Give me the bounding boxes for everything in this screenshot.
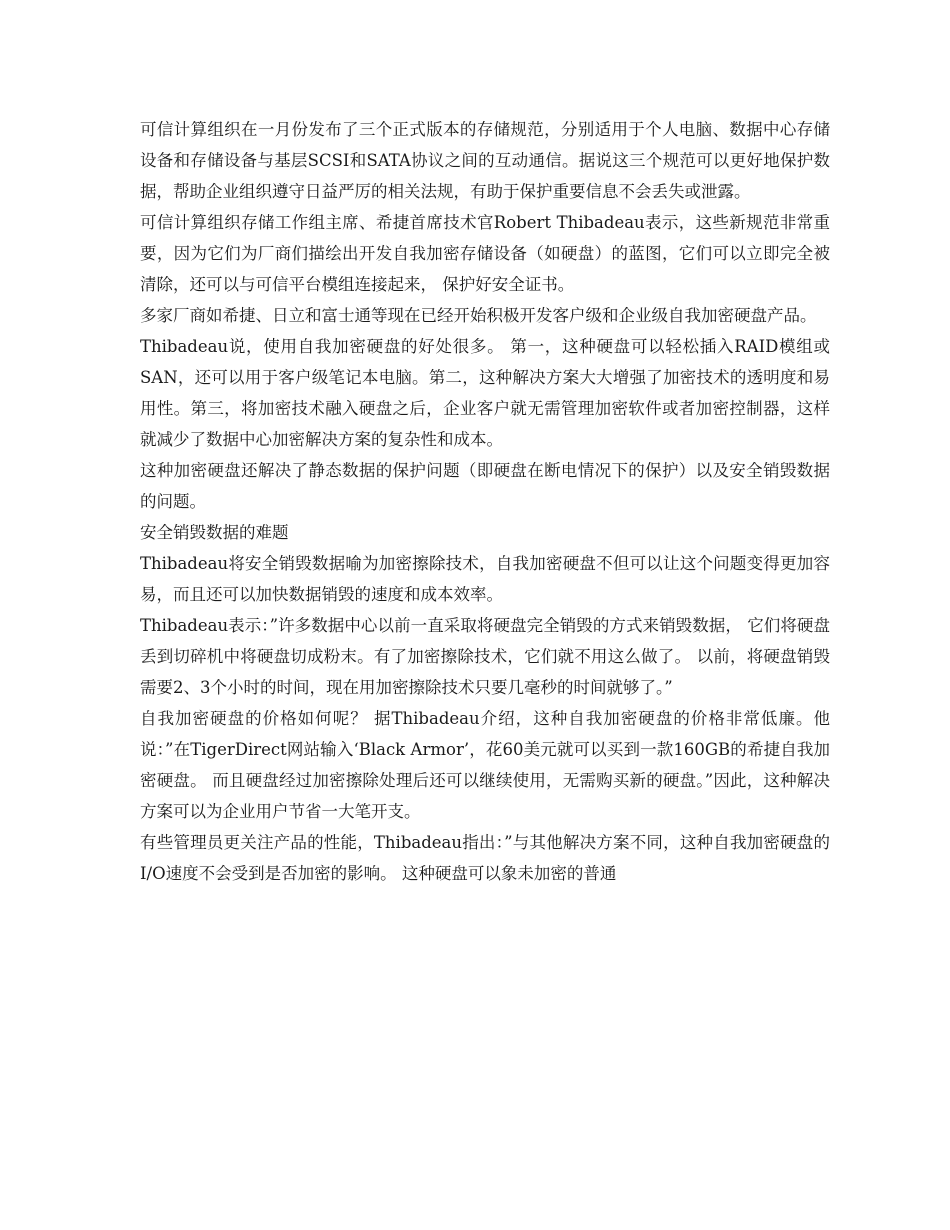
paragraph-data-destruction-quote: Thibadeau表示：”许多数据中心以前一直采取将硬盘完全销毁的方式来销毁数据， 它们将硬盘丢到切碎机中将硬盘切成粉末。有了加密擦除技术，它们就不用这么做了。 以前，将硬盘销毁需要2、3个小时的时间，现在用加密擦除技术只要几毫秒的时间就够了。” <box>140 616 830 697</box>
document-body <box>140 114 830 889</box>
paragraph-price: 自我加密硬盘的价格如何呢？ 据Thibadeau介绍，这种自我加密硬盘的价格非常低廉。他说：”在TigerDirect网站输入‘Black Armor’，花60美元就可以买到一款160GB的希捷自我加密硬盘。 而且硬盘经过加密擦除处理后还可以继续使用，无需购买新的硬盘。”因此，这种解决方案可以为企业用户节省一大笔开支。 <box>140 709 830 821</box>
paragraph-crypto-erase: Thibadeau将安全销毁数据喻为加密擦除技术，自我加密硬盘不但可以让这个问题变得更加容易，而且还可以加快数据销毁的速度和成本效率。 <box>140 554 830 604</box>
paragraph-thibadeau-statement: 可信计算组织存储工作组主席、希捷首席技术官Robert Thibadeau表示，这些新规范非常重要，因为它们为厂商们描绘出开发自我加密存储设备（如硬盘）的蓝图，它们可以立即完全被清除，还可以与可信平台模组连接起来， 保护好安全证书。 <box>140 213 830 294</box>
paragraph-benefits: Thibadeau说，使用自我加密硬盘的好处很多。 第一，这种硬盘可以轻松插入RAID模组或SAN，还可以用于客户级笔记本电脑。第二，这种解决方案大大增强了加密技术的透明度和易用性。第三，将加密技术融入硬盘之后，企业客户就无需管理加密软件或者加密控制器，这样就减少了数据中心加密解决方案的复杂性和成本。 <box>140 337 830 449</box>
paragraph-storage-specs: 可信计算组织在一月份发布了三个正式版本的存储规范，分别适用于个人电脑、数据中心存储设备和存储设备与基层SCSI和SATA协议之间的互动通信。据说这三个规范可以更好地保护数据，帮助企业组织遵守日益严厉的相关法规，有助于保护重要信息不会丢失或泄露。 <box>140 120 830 201</box>
paragraph-performance: 有些管理员更关注产品的性能，Thibadeau指出：”与其他解决方案不同，这种自我加密硬盘的I/O速度不会受到是否加密的影响。 这种硬盘可以象未加密的普通 <box>140 833 830 883</box>
paragraph-static-data: 这种加密硬盘还解决了静态数据的保护问题（即硬盘在断电情况下的保护）以及安全销毁数据的问题。 <box>140 461 830 511</box>
paragraph-vendors: 多家厂商如希捷、日立和富士通等现在已经开始积极开发客户级和企业级自我加密硬盘产品。 <box>140 306 817 325</box>
section-heading: 安全销毁数据的难题 <box>140 523 289 542</box>
